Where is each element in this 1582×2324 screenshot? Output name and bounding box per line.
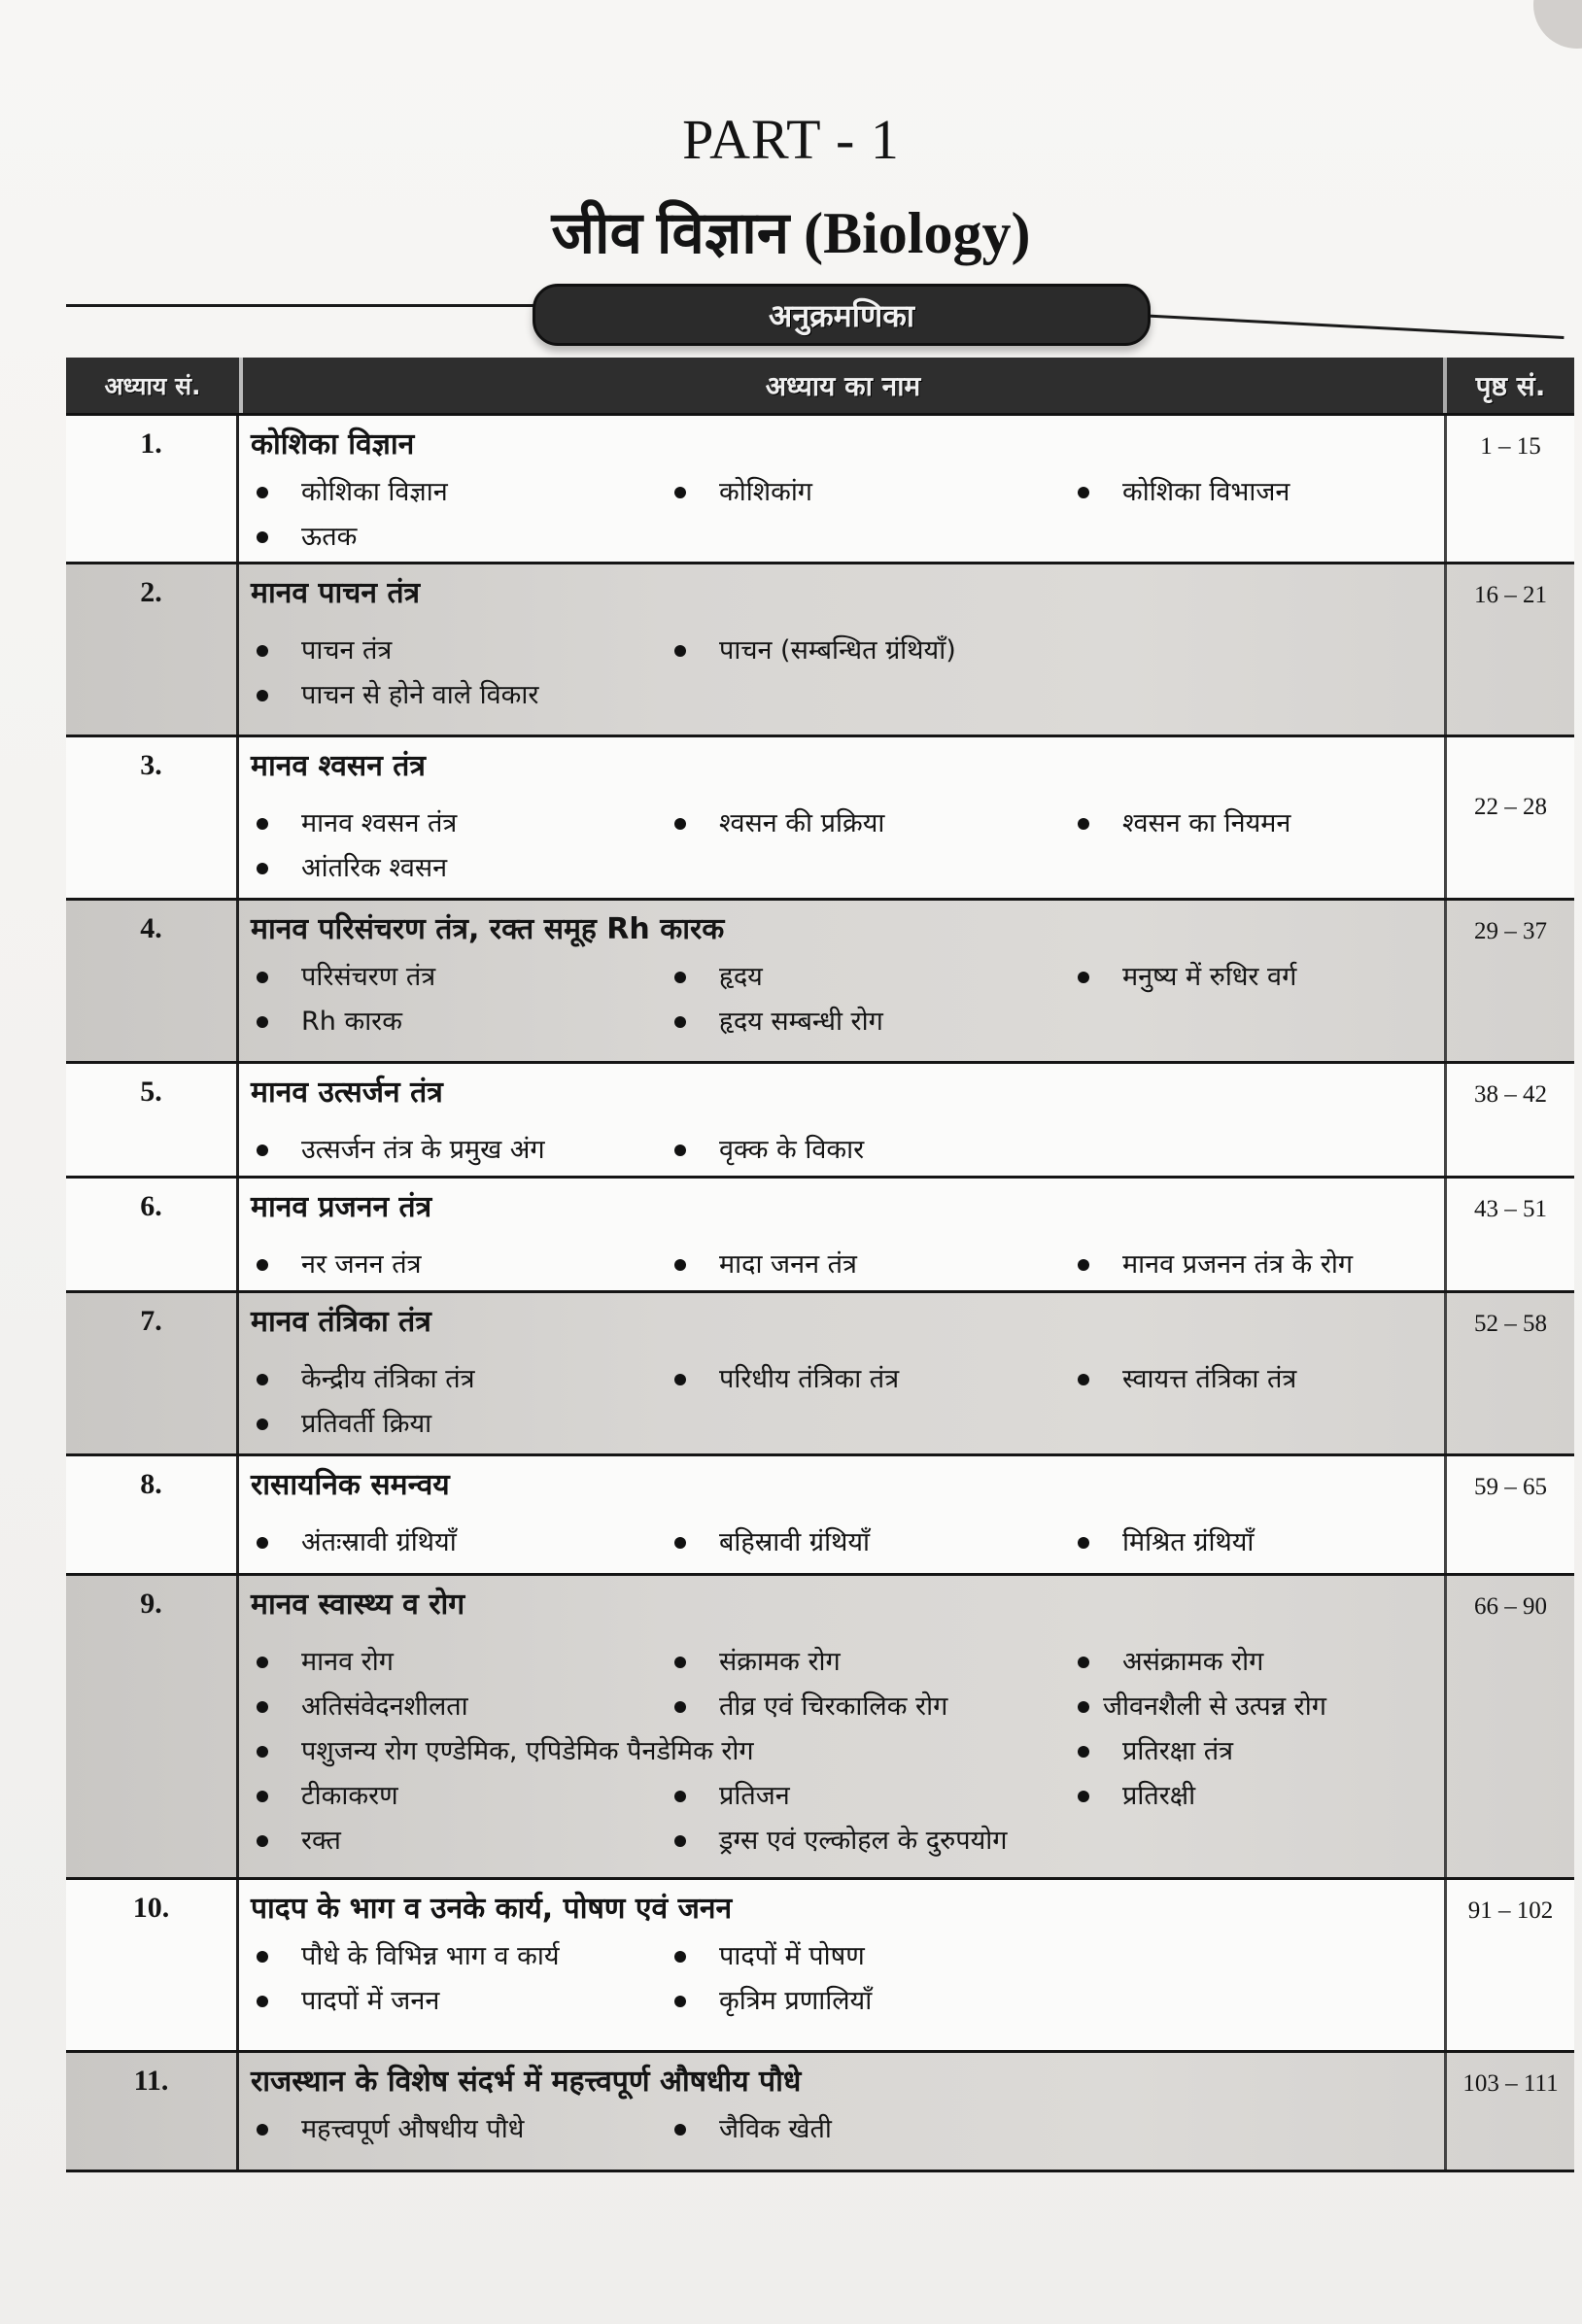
divider-line-right xyxy=(1137,314,1565,339)
topic-label: केन्द्रीय तंत्रिका तंत्र xyxy=(301,1364,475,1394)
page-range: 22 – 28 xyxy=(1474,794,1547,820)
topic-item xyxy=(251,955,669,1000)
topic-item xyxy=(669,1128,1072,1173)
table-row xyxy=(66,2053,1574,2172)
topic-label: रक्त xyxy=(301,1826,341,1856)
page-range: 29 – 37 xyxy=(1474,918,1547,944)
topic-label: मानव श्वसन तंत्र xyxy=(301,808,458,838)
chapter-cell xyxy=(239,1064,1447,1176)
chapter-cell xyxy=(239,1179,1447,1290)
topic-label: पौधे के विभिन्न भाग व कार्य xyxy=(301,1941,560,1971)
topic-item xyxy=(669,1979,1431,2024)
page-corner-shadow xyxy=(1533,0,1582,49)
topic-label: पादपों में जनन xyxy=(301,1986,440,2016)
column-header-page-number: पृष्ठ सं. xyxy=(1475,369,1546,402)
topic-item xyxy=(251,1729,1072,1774)
table-row xyxy=(66,1576,1574,1880)
topic-item xyxy=(251,515,669,560)
chapter-cell xyxy=(239,1293,1447,1453)
topic-label: पाचन से होने वाले विकार xyxy=(301,680,539,710)
chapter-number: 1. xyxy=(66,416,239,562)
topic-label: Rh कारक xyxy=(301,1007,402,1037)
chapter-title: रासायनिक समन्वय xyxy=(251,1468,450,1502)
topic-label: पशुजन्य रोग एण्डेमिक, एपिडेमिक पैनडेमिक रोग xyxy=(301,1736,754,1766)
topic-label: पादपों में पोषण xyxy=(719,1941,865,1971)
page-range: 38 – 42 xyxy=(1474,1081,1547,1108)
bullet-icon xyxy=(674,1701,686,1713)
topic-item xyxy=(669,1000,1072,1044)
table-row xyxy=(66,1880,1574,2053)
topic-item xyxy=(669,1774,1072,1819)
topic-label: पाचन तंत्र xyxy=(301,635,393,666)
table-row xyxy=(66,1064,1574,1179)
topic-item xyxy=(669,1934,1431,1979)
chapter-cell xyxy=(239,564,1447,735)
bullet-icon xyxy=(257,863,268,874)
topic-label: पाचन (सम्बन्धित ग्रंथियाँ) xyxy=(719,635,956,666)
topic-list xyxy=(251,470,1444,560)
topic-label: बहिस्रावी ग्रंथियाँ xyxy=(719,1527,870,1557)
topic-label: कोशिका विज्ञान xyxy=(301,477,448,507)
chapter-title: मानव प्रजनन तंत्र xyxy=(251,1190,432,1224)
topic-label: महत्त्वपूर्ण औषधीय पौधे xyxy=(301,2114,525,2144)
topic-item xyxy=(251,802,669,846)
bullet-icon xyxy=(674,972,686,983)
topic-list xyxy=(251,1357,1444,1447)
topic-label: श्वसन का नियमन xyxy=(1122,808,1291,838)
topic-label: मिश्रित ग्रंथियाँ xyxy=(1122,1527,1255,1557)
table-of-contents xyxy=(66,358,1574,2172)
bullet-icon xyxy=(674,818,686,830)
bullet-icon xyxy=(674,1145,686,1156)
topic-label: प्रतिजन xyxy=(719,1781,790,1811)
chapter-cell xyxy=(239,1456,1447,1573)
page-range: 66 – 90 xyxy=(1474,1593,1547,1620)
chapter-cell xyxy=(239,2053,1447,2170)
topic-item xyxy=(669,629,1431,673)
topic-label: मनुष्य में रुधिर वर्ग xyxy=(1122,962,1297,992)
topic-item xyxy=(1072,1521,1431,1565)
topic-item xyxy=(1072,1357,1431,1402)
topic-item xyxy=(251,1128,669,1173)
topic-item xyxy=(251,1819,669,1863)
bullet-icon xyxy=(674,1791,686,1802)
table-header xyxy=(66,358,1574,416)
topic-label: ड्रग्स एवं एल्कोहल के दुरुपयोग xyxy=(719,1826,1008,1856)
bullet-icon xyxy=(674,487,686,498)
topic-list xyxy=(251,1640,1444,1863)
topic-item xyxy=(251,1521,669,1565)
bullet-icon xyxy=(674,1951,686,1963)
table-row xyxy=(66,1293,1574,1456)
index-ribbon xyxy=(533,284,1151,346)
divider-line-left xyxy=(66,304,542,307)
topic-item xyxy=(251,1402,669,1447)
chapter-title: मानव उत्सर्जन तंत्र xyxy=(251,1076,443,1110)
chapter-title: मानव परिसंचरण तंत्र, रक्त समूह Rh कारक xyxy=(251,912,725,946)
topic-item xyxy=(669,470,1072,515)
topic-item xyxy=(251,846,669,891)
bullet-icon xyxy=(257,1145,268,1156)
index-ribbon-label: अनुक्रमणिका xyxy=(768,296,915,334)
topic-item xyxy=(1072,955,1431,1000)
bullet-icon xyxy=(1078,1791,1089,1802)
topic-item xyxy=(251,1640,669,1685)
page-range: 1 – 15 xyxy=(1480,433,1541,460)
page-range: 52 – 58 xyxy=(1474,1311,1547,1337)
topic-item xyxy=(251,1243,669,1287)
chapter-title: राजस्थान के विशेष संदर्भ में महत्त्वपूर्ण औषधीय पौधे xyxy=(251,2065,802,2099)
table-row xyxy=(66,416,1574,564)
table-row xyxy=(66,737,1574,901)
topic-item xyxy=(251,1774,669,1819)
column-header-chapter-number: अध्याय सं. xyxy=(66,358,243,413)
bullet-icon xyxy=(1078,1657,1089,1668)
bullet-icon xyxy=(257,1951,268,1963)
topic-label: संक्रामक रोग xyxy=(719,1647,841,1677)
chapter-title: पादप के भाग व उनके कार्य, पोषण एवं जनन xyxy=(251,1892,733,1926)
topic-item xyxy=(669,1521,1072,1565)
topic-label: कोशिकांग xyxy=(719,477,813,507)
bullet-icon xyxy=(674,1657,686,1668)
topic-item xyxy=(251,629,669,673)
chapter-title: कोशिका विज्ञान xyxy=(251,427,415,461)
topic-item xyxy=(669,802,1072,846)
topic-item xyxy=(251,1934,669,1979)
topic-label: जीवनशैली से उत्पन्न रोग xyxy=(1103,1692,1326,1722)
subject-title: जीव विज्ञान (Biology) xyxy=(551,201,1031,265)
topic-label: टीकाकरण xyxy=(301,1781,398,1811)
chapter-number: 9. xyxy=(66,1576,239,1877)
bullet-icon xyxy=(1078,487,1089,498)
bullet-icon xyxy=(257,2124,268,2136)
chapter-number: 3. xyxy=(66,737,239,898)
topic-item xyxy=(251,1357,669,1402)
topic-item xyxy=(669,1357,1072,1402)
topic-item xyxy=(669,1243,1072,1287)
chapter-number: 8. xyxy=(66,1456,239,1573)
topic-item xyxy=(1072,1685,1431,1729)
chapter-number: 6. xyxy=(66,1179,239,1290)
topic-label: कृत्रिम प्रणालियाँ xyxy=(719,1986,873,2016)
bullet-icon xyxy=(674,1996,686,2007)
topic-label: आंतरिक श्वसन xyxy=(301,853,448,883)
topic-item xyxy=(1072,470,1431,515)
topic-label: नर जनन तंत्र xyxy=(301,1249,422,1280)
topic-list xyxy=(251,2107,1444,2152)
bullet-icon xyxy=(257,531,268,543)
bullet-icon xyxy=(1078,818,1089,830)
topic-label: अंतःस्रावी ग्रंथियाँ xyxy=(301,1527,457,1557)
topic-item xyxy=(669,1685,1072,1729)
bullet-icon xyxy=(257,645,268,657)
topic-label: श्वसन की प्रक्रिया xyxy=(719,808,885,838)
chapter-number: 10. xyxy=(66,1880,239,2050)
bullet-icon xyxy=(674,1835,686,1847)
topic-label: हृदय xyxy=(719,962,763,992)
topic-item xyxy=(251,1979,669,2024)
topic-item xyxy=(1072,1640,1431,1685)
topic-list xyxy=(251,1128,1444,1173)
topic-item xyxy=(669,2107,1072,2152)
bullet-icon xyxy=(257,1537,268,1549)
chapter-number: 5. xyxy=(66,1064,239,1176)
bullet-icon xyxy=(1078,1259,1089,1271)
topic-item xyxy=(1072,1243,1431,1287)
page-range: 59 – 65 xyxy=(1474,1474,1547,1500)
topic-list xyxy=(251,1243,1444,1287)
chapter-cell xyxy=(239,1576,1447,1877)
topic-list xyxy=(251,1934,1444,2024)
chapter-title: मानव स्वास्थ्य व रोग xyxy=(251,1588,465,1622)
chapter-number: 11. xyxy=(66,2053,239,2170)
column-header-chapter-name: अध्याय का नाम xyxy=(243,358,1447,413)
topic-label: मानव प्रजनन तंत्र के रोग xyxy=(1122,1249,1354,1280)
chapter-title: मानव पाचन तंत्र xyxy=(251,576,421,610)
page-range: 103 – 111 xyxy=(1462,2070,1559,2097)
bullet-icon xyxy=(1078,1374,1089,1385)
bullet-icon xyxy=(674,1537,686,1549)
bullet-icon xyxy=(257,1657,268,1668)
bullet-icon xyxy=(257,1259,268,1271)
bullet-icon xyxy=(1078,1746,1089,1758)
page-range: 43 – 51 xyxy=(1474,1196,1547,1222)
topic-list xyxy=(251,802,1444,891)
bullet-icon xyxy=(1078,1701,1089,1713)
topic-label: मानव रोग xyxy=(301,1647,394,1677)
table-row xyxy=(66,1456,1574,1576)
topic-item xyxy=(669,955,1072,1000)
bullet-icon xyxy=(257,1701,268,1713)
topic-label: प्रतिरक्षी xyxy=(1122,1781,1196,1811)
topic-item xyxy=(251,673,1072,718)
chapter-cell xyxy=(239,901,1447,1061)
topic-label: परिधीय तंत्रिका तंत्र xyxy=(719,1364,900,1394)
topic-label: कोशिका विभाजन xyxy=(1122,477,1290,507)
bullet-icon xyxy=(674,1374,686,1385)
topic-list xyxy=(251,955,1444,1044)
chapter-number: 4. xyxy=(66,901,239,1061)
topic-list xyxy=(251,629,1444,718)
topic-item xyxy=(669,1819,1431,1863)
chapter-title: मानव तंत्रिका तंत्र xyxy=(251,1305,431,1339)
topic-label: परिसंचरण तंत्र xyxy=(301,962,436,992)
page-range: 91 – 102 xyxy=(1467,1897,1554,1924)
table-row xyxy=(66,901,1574,1064)
bullet-icon xyxy=(1078,1537,1089,1549)
topic-label: अतिसंवेदनशीलता xyxy=(301,1692,468,1722)
table-row xyxy=(66,1179,1574,1293)
bullet-icon xyxy=(257,487,268,498)
topic-label: मादा जनन तंत्र xyxy=(719,1249,857,1280)
bullet-icon xyxy=(674,1259,686,1271)
topic-item xyxy=(1072,1774,1431,1819)
topic-item xyxy=(669,1640,1072,1685)
topic-label: असंक्रामक रोग xyxy=(1122,1647,1264,1677)
chapter-number: 7. xyxy=(66,1293,239,1453)
bullet-icon xyxy=(257,1835,268,1847)
bullet-icon xyxy=(1078,972,1089,983)
chapter-cell xyxy=(239,1880,1447,2050)
topic-label: प्रतिरक्षा तंत्र xyxy=(1122,1736,1234,1766)
bullet-icon xyxy=(257,972,268,983)
topic-item xyxy=(1072,802,1431,846)
bullet-icon xyxy=(257,818,268,830)
bullet-icon xyxy=(674,645,686,657)
topic-item xyxy=(251,1685,669,1729)
bullet-icon xyxy=(257,1418,268,1430)
chapter-title: मानव श्वसन तंत्र xyxy=(251,749,426,783)
topic-item xyxy=(1072,1729,1431,1774)
table-row xyxy=(66,564,1574,737)
bullet-icon xyxy=(257,690,268,701)
topic-item xyxy=(251,470,669,515)
topic-label: वृक्क के विकार xyxy=(719,1135,865,1165)
bullet-icon xyxy=(674,1016,686,1028)
topic-label: स्वायत्त तंत्रिका तंत्र xyxy=(1122,1364,1297,1394)
topic-item xyxy=(251,2107,669,2152)
topic-label: ऊतक xyxy=(301,522,358,552)
chapter-number: 2. xyxy=(66,564,239,735)
bullet-icon xyxy=(674,2124,686,2136)
part-title: PART - 1 xyxy=(682,108,900,171)
bullet-icon xyxy=(257,1746,268,1758)
topic-item xyxy=(251,1000,669,1044)
topic-label: हृदय सम्बन्धी रोग xyxy=(719,1007,883,1037)
topic-label: तीव्र एवं चिरकालिक रोग xyxy=(719,1692,948,1722)
topic-label: जैविक खेती xyxy=(719,2114,832,2144)
bullet-icon xyxy=(257,1996,268,2007)
chapter-cell xyxy=(239,416,1447,562)
topic-list xyxy=(251,1521,1444,1565)
bullet-icon xyxy=(257,1016,268,1028)
page-range: 16 – 21 xyxy=(1474,582,1547,608)
bullet-icon xyxy=(257,1791,268,1802)
chapter-cell xyxy=(239,737,1447,898)
bullet-icon xyxy=(257,1374,268,1385)
topic-label: प्रतिवर्ती क्रिया xyxy=(301,1409,432,1439)
topic-label: उत्सर्जन तंत्र के प्रमुख अंग xyxy=(301,1135,545,1165)
